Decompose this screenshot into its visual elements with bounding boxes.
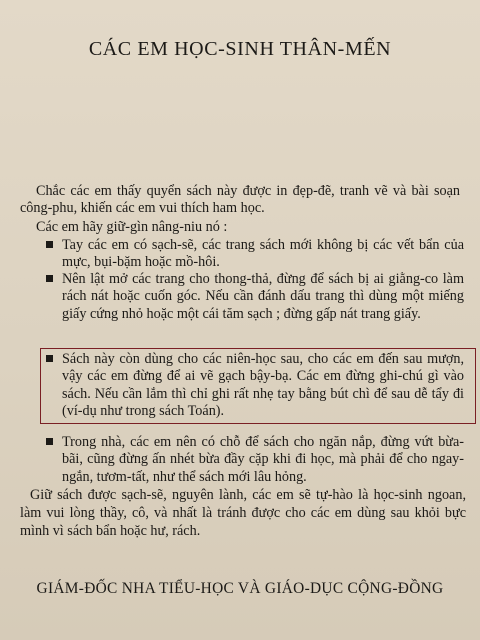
square-bullet-icon	[46, 275, 53, 282]
square-bullet-icon	[46, 241, 53, 248]
bullet-item-store-neatly	[46, 434, 464, 486]
page-title: CÁC EM HỌC-SINH THÂN-MẾN	[88, 38, 392, 60]
signature-line: GIÁM-ĐỐC NHA TIỂU-HỌC VÀ GIÁO-DỤC CỘNG-ĐỒNG	[36, 580, 444, 597]
square-bullet-icon	[46, 438, 53, 445]
intro-paragraph: Chắc các em thấy quyển sách này được in đẹp-đẽ, tranh vẽ và bài soạn công-phu, khiến các em vui thích ham học.	[20, 183, 460, 216]
square-bullet-icon	[46, 355, 53, 362]
bullet-text: Tay các em có sạch-sẽ, các trang sách mới không bị các vết bẩn của mực, bụi-bặm hoặc mồ-hôi.	[62, 237, 464, 271]
bullet-item-no-marking	[46, 351, 464, 421]
bullet-item-clean-hands	[46, 237, 464, 272]
bullet-text: Sách này còn dùng cho các niên-học sau, cho các em đến sau mượn, vậy các em đừng để ai vẽ gạch bậy-bạ. Các em đừng ghi-chú gì vào sách. Nếu cần lắm thì chỉ ghi rất nhẹ tay bằng bút chì để sau dễ tẩy đi (ví-dụ như trong sách Toán).	[62, 351, 464, 420]
bullet-text: Nên lật mở các trang cho thong-thả, đừng để sách bị ai giằng-co làm rách nát hoặc cuốn góc. Nếu cần đánh dấu trang thì dùng một miếng giấy cứng nhỏ hoặc một cái tăm sạch ; đừng gấp nát trang giấy.	[62, 271, 464, 322]
bullet-text: Trong nhà, các em nên có chỗ để sách cho ngăn nắp, đừng vứt bừa-bãi, cũng đừng ấn nhét bừa đầy cặp khi đi học, mà phải để cho ngay-ngắn, tươm-tất, như thể sách mới lâu hỏng.	[62, 434, 464, 485]
closing-paragraph: Giữ sách được sạch-sẽ, nguyên lành, các em sẽ tự-hào là học-sinh ngoan, làm vui lòng thầy, cô, và nhất là tránh được cho các em dùng sau khỏi bực mình vì sách bẩn hoặc hư, rách.	[20, 487, 466, 539]
bullet-item-turn-pages	[46, 271, 464, 323]
lead-line: Các em hãy giữ-gìn nâng-niu nó :	[36, 219, 228, 235]
